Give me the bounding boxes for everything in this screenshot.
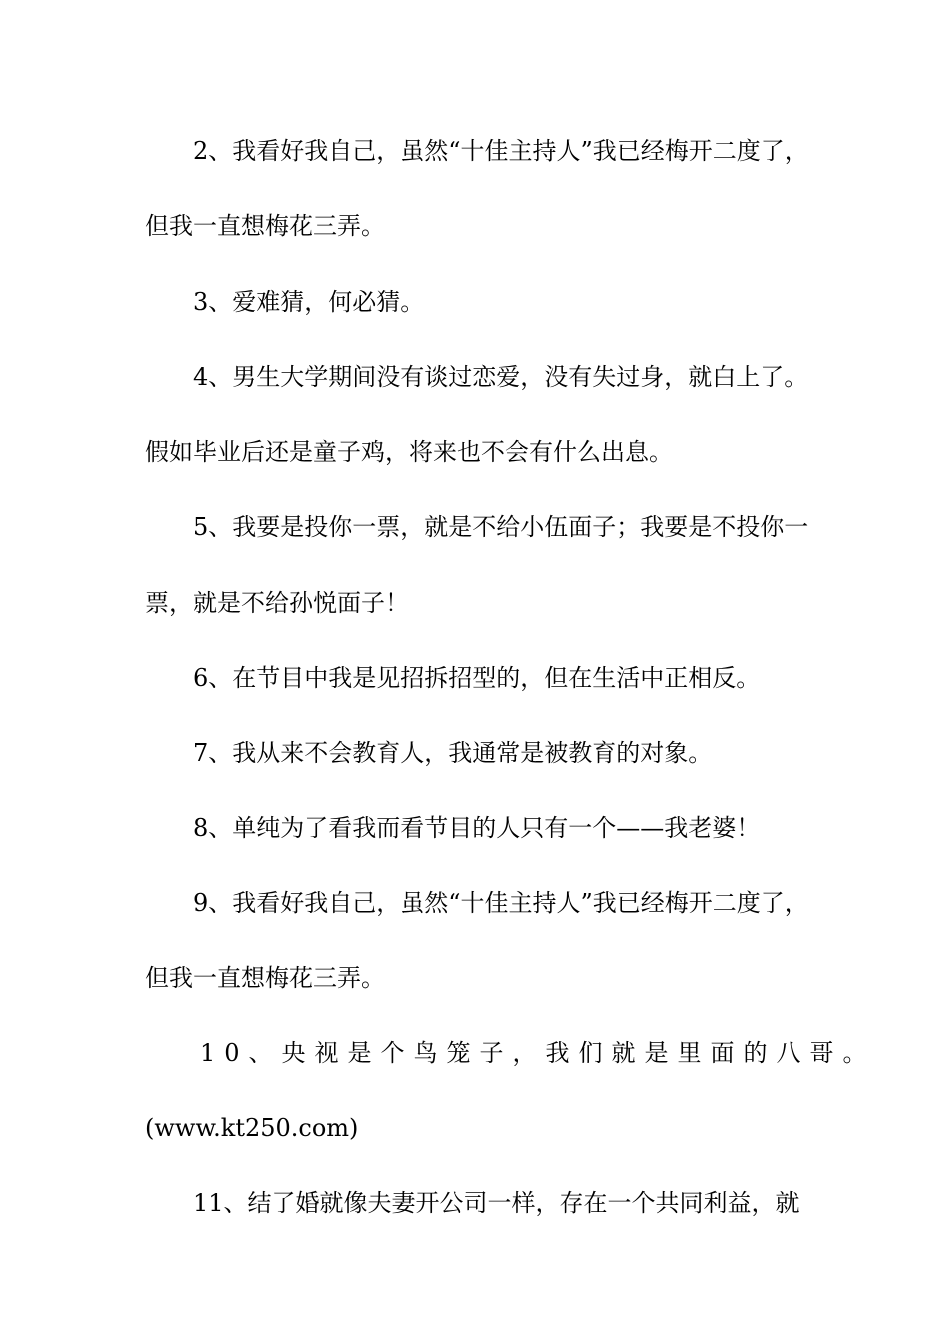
- paragraph-line: 票，就是不给孙悦面子！: [145, 589, 409, 617]
- paragraph-line: 但我一直想梅花三弄。: [145, 212, 385, 240]
- paragraph-line: 但我一直想梅花三弄。: [145, 964, 385, 992]
- paragraph-line: 2、我看好我自己，虽然“十佳主持人”我已经梅开二度了，: [193, 137, 809, 165]
- paragraph-line: 11、结了婚就像夫妻开公司一样，存在一个共同利益，就: [193, 1189, 800, 1217]
- paragraph-line: 6、在节目中我是见招拆招型的，但在生活中正相反。: [193, 664, 761, 692]
- paragraph-line: 7、我从来不会教育人，我通常是被教育的对象。: [193, 739, 713, 767]
- paragraph-line: 3、爱难猜，何必猜。: [193, 288, 425, 316]
- paragraph-line: 5、我要是投你一票，就是不给小伍面子；我要是不投你一: [193, 513, 809, 541]
- paragraph-line: 4、男生大学期间没有谈过恋爱，没有失过身，就白上了。: [193, 363, 809, 391]
- paragraph-line: (www.kt250.com): [145, 1114, 359, 1142]
- paragraph-line: 10、央视是个鸟笼子，我们就是里面的八哥。: [200, 1039, 876, 1067]
- paragraph-line: 假如毕业后还是童子鸡，将来也不会有什么出息。: [145, 438, 673, 466]
- paragraph-line: 8、单纯为了看我而看节目的人只有一个——我老婆！: [193, 814, 761, 842]
- paragraph-line: 9、我看好我自己，虽然“十佳主持人”我已经梅开二度了，: [193, 889, 809, 917]
